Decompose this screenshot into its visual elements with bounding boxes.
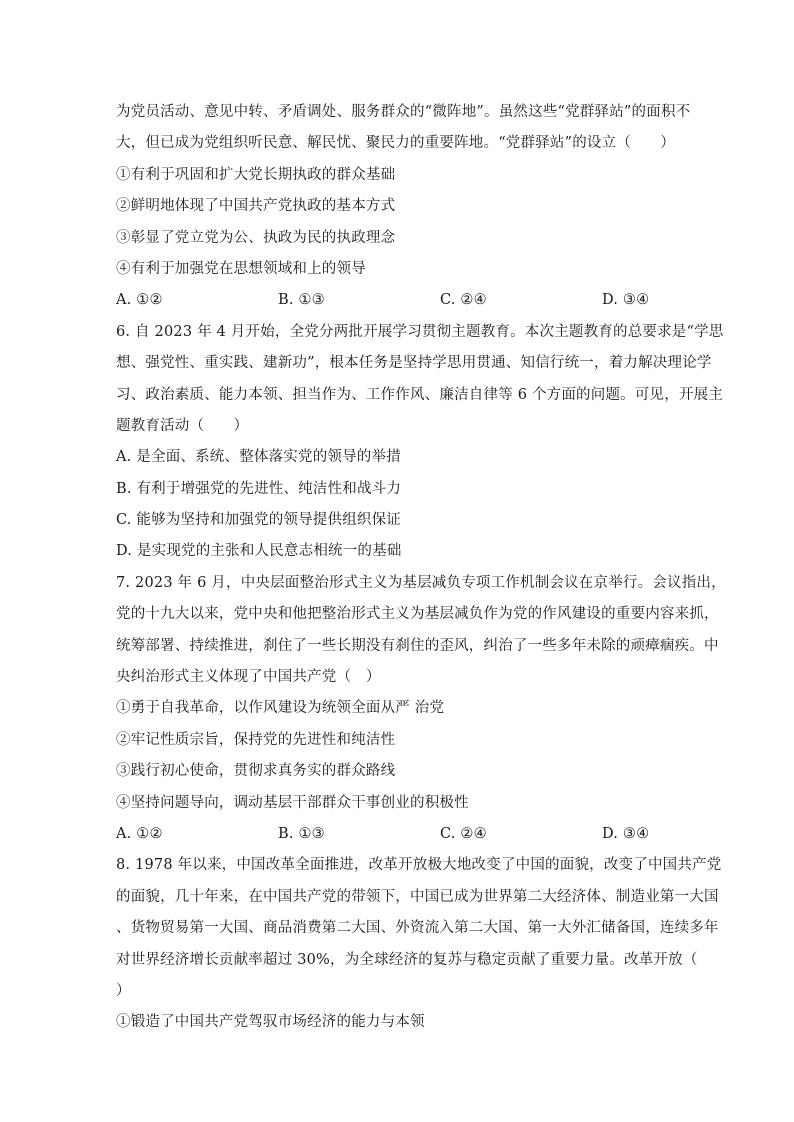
q7-option-c: C. ②④: [440, 825, 487, 842]
q8-text-line: 、货物贸易第一大国、商品消费第二大国、外资流入第二大国、第一大外汇储备国，连续多年: [116, 920, 719, 937]
q5-statement-4: ④有利于加强党在思想领域和上的领导: [116, 260, 366, 277]
q6-text-line: 想、强党性、重实践、建新功”，根本任务是坚持学思用贯通、知信行统一，着力解决理论学: [116, 355, 712, 372]
q6-option-c: C. 能够为坚持和加强党的领导提供组织保证: [116, 512, 401, 529]
q5-statement-3: ③彰显了党立党为公、执政为民的执政理念: [116, 229, 396, 246]
q5-option-a: A. ①②: [116, 292, 163, 309]
q5-statement-2: ②鲜明地体现了中国共产党执政的基本方式: [116, 198, 396, 215]
q7-statement-2: ②牢记性质宗旨，保持党的先进性和纯洁性: [116, 731, 396, 748]
q6-text-line: 习、政治素质、能力本领、担当作为、工作作风、廉洁自律等 6 个方面的问题。可见，开展主: [116, 386, 724, 403]
q5-text-line: 大，但已成为党组织听民意、解民忧、聚民力的重要阵地。“党群驿站”的设立（ ）: [116, 135, 676, 152]
q5-options: [116, 285, 678, 316]
q8-text-line: 的面貌，几十年来，在中国共产党的带领下，中国已成为世界第二大经济体、制造业第一大国: [116, 888, 719, 905]
q5-option-c: C. ②④: [440, 292, 487, 309]
q7-text-line: 央纠治形式主义体现了中国共产党（ ）: [116, 669, 381, 686]
q7-statement-3: ③践行初心使命，贯彻求真务实的群众路线: [116, 763, 396, 780]
q7-statement-4: ④坚持问题导向，调动基层干部群众干事创业的积极性: [116, 794, 469, 811]
q5-text-line: 为党员活动、意见中转、矛盾调处、服务群众的“微阵地”。虽然这些“党群驿站”的面积不: [116, 104, 691, 120]
q7-text-line: 统筹部署、持续推进，刹住了一些长期没有刹住的歪风，纠治了一些多年未除的顽瘴痼疾。中: [116, 637, 719, 654]
page-content: [116, 97, 726, 1039]
q5-statement-1: ①有利于巩固和扩大党长期执政的群众基础: [116, 166, 396, 183]
q6-option-b: B. 有利于增强党的先进性、纯洁性和战斗力: [116, 480, 402, 497]
q7-option-b: B. ①③: [278, 825, 325, 842]
q7-options: [116, 819, 678, 850]
q6-option-a: A. 是全面、系统、整体落实党的领导的举措: [116, 449, 401, 466]
q6-option-d: D. 是实现党的主张和人民意志相统一的基础: [116, 543, 402, 560]
q8-text-line: ）: [116, 982, 131, 999]
q7-statement-1: ①勇于自我革命，以作风建设为统领全面从严 治党: [116, 700, 445, 717]
q8-text-line: 对世界经济增长贡献率超过 30%，为全球经济的复苏与稳定贡献了重要力量。改革开放（: [116, 951, 698, 968]
q6-text-line: 题教育活动（ ）: [116, 417, 249, 434]
q7-option-a: A. ①②: [116, 825, 163, 842]
q7-text-line: 7. 2023 年 6 月，中央层面整治形式主义为基层减负专项工作机制会议在京举行。会议指出，: [116, 574, 726, 591]
q7-option-d: D. ③④: [602, 825, 650, 842]
q8-statement-1: ①锻造了中国共产党驾驭市场经济的能力与本领: [116, 1014, 425, 1031]
q5-option-d: D. ③④: [602, 292, 650, 309]
q7-text-line: 党的十九大以来，党中央和他把整治形式主义为基层减负作为党的作风建设的重要内容来抓，: [116, 606, 719, 623]
q8-text-line: 8. 1978 年以来，中国改革全面推进，改革开放极大地改变了中国的面貌，改变了中国共产党: [116, 857, 722, 874]
q6-text-line: 6. 自 2023 年 4 月开始，全党分两批开展学习贯彻主题教育。本次主题教育的总要求是“学思: [116, 323, 724, 340]
q5-option-b: B. ①③: [278, 292, 325, 309]
